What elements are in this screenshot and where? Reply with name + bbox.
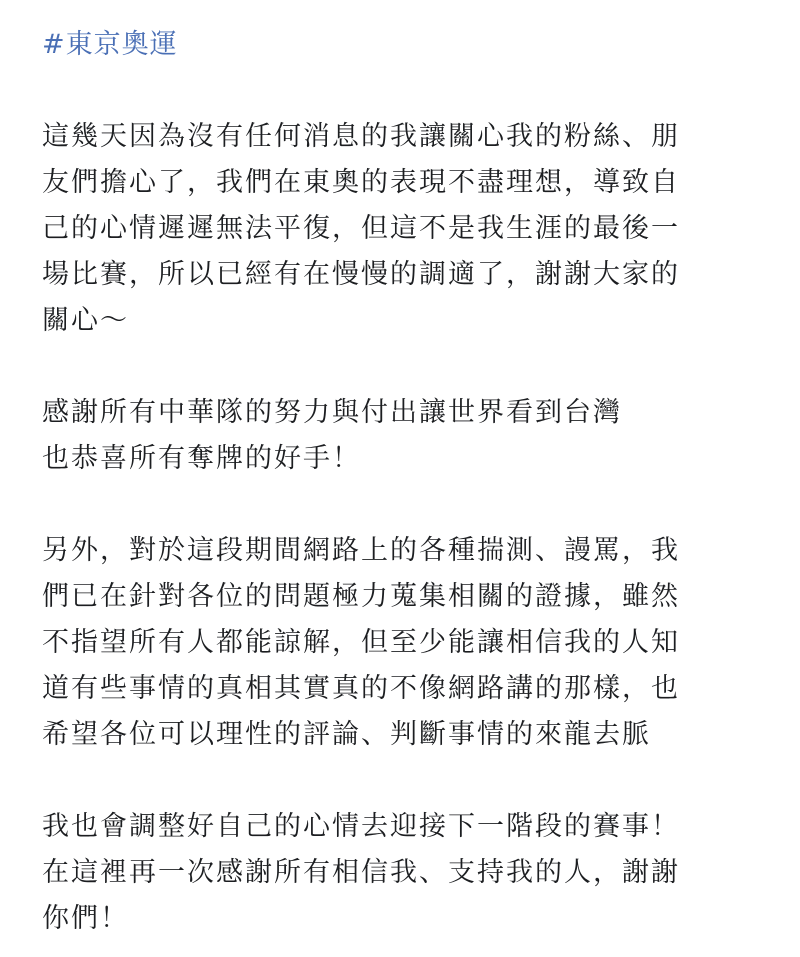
- spacer: [42, 344, 760, 390]
- paragraph-2: [42, 390, 760, 482]
- text-line: 另外，對於這段期間網路上的各種揣測、謾罵，我: [42, 535, 680, 566]
- text-line: 場比賽，所以已經有在慢慢的調適了，謝謝大家的: [42, 259, 680, 290]
- text-line: 我也會調整好自己的心情去迎接下一階段的賽事！: [42, 811, 680, 842]
- paragraph-3: [42, 528, 760, 758]
- text-line: 這幾天因為沒有任何消息的我讓關心我的粉絲、朋: [42, 121, 680, 152]
- text-line: 關心～: [42, 305, 129, 336]
- text-line: 你們！: [42, 903, 129, 934]
- text-line: 在這裡再一次感謝所有相信我、支持我的人，謝謝: [42, 857, 680, 888]
- spacer: [42, 758, 760, 804]
- hashtag-link[interactable]: #東京奧運: [42, 29, 178, 60]
- text-line: 道有些事情的真相其實真的不像網路講的那樣，也: [42, 673, 680, 704]
- spacer: [42, 68, 760, 114]
- text-line: 希望各位可以理性的評論、判斷事情的來龍去脈: [42, 719, 651, 750]
- text-line: 友們擔心了，我們在東奧的表現不盡理想，導致自: [42, 167, 680, 198]
- text-line: 也恭喜所有奪牌的好手！: [42, 443, 361, 474]
- paragraph-4: [42, 804, 760, 942]
- text-line: 己的心情遲遲無法平復，但這不是我生涯的最後一: [42, 213, 680, 244]
- paragraph-1: [42, 114, 760, 344]
- text-line: 們已在針對各位的問題極力蒐集相關的證據，雖然: [42, 581, 680, 612]
- spacer: [42, 482, 760, 528]
- text-line: 感謝所有中華隊的努力與付出讓世界看到台灣: [42, 397, 622, 428]
- text-line: 不指望所有人都能諒解，但至少能讓相信我的人知: [42, 627, 680, 658]
